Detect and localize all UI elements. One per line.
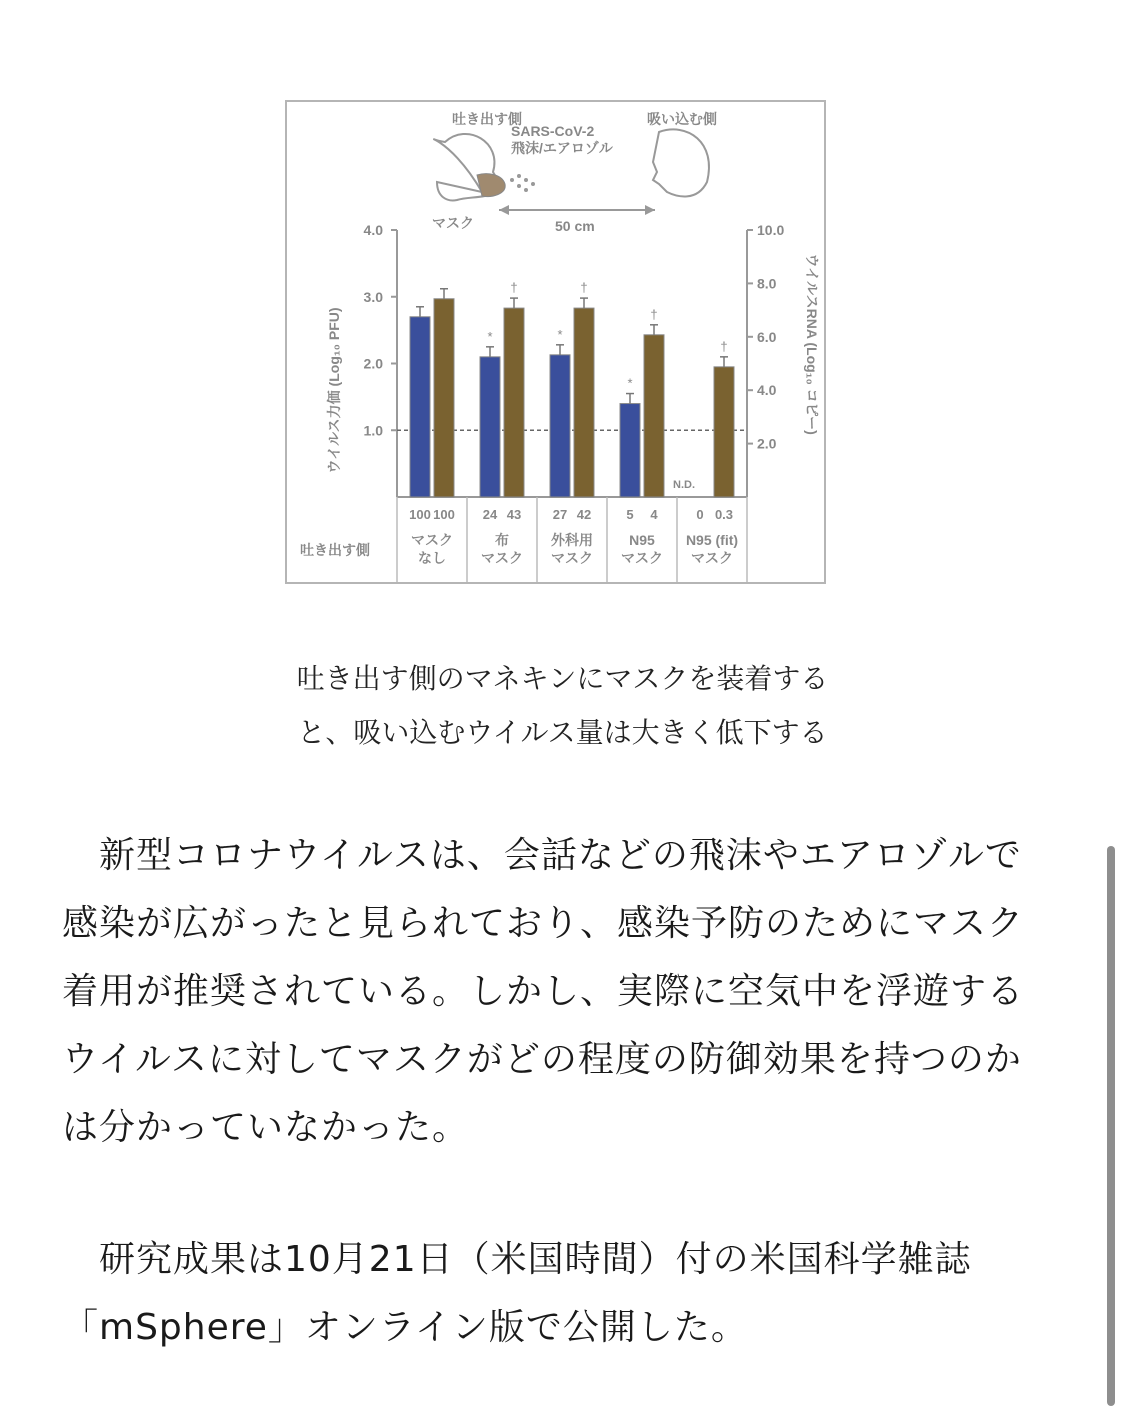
left-axis-title: ウイルス力価 (Log₁₀ PFU) (326, 307, 342, 474)
percent-label: 24 (482, 507, 498, 522)
right-tick-label: 4.0 (757, 382, 777, 399)
droplets-label: 飛沫/エアロゾル (511, 140, 613, 156)
significance-marker: † (650, 306, 658, 322)
category-label: N95 (629, 532, 655, 548)
aerosol-dots (510, 174, 535, 192)
figure-caption (0, 652, 1125, 760)
category-label: マスク (411, 532, 453, 548)
inhale-head-outline (653, 129, 709, 196)
significance-marker: † (580, 280, 588, 296)
bar-blue (410, 317, 430, 497)
bar-brown (434, 299, 454, 497)
percent-label: 100 (433, 507, 455, 522)
illustration (432, 111, 717, 234)
percent-label: 43 (506, 507, 522, 522)
right-tick-label: 2.0 (757, 435, 777, 452)
bar-blue (550, 355, 570, 497)
row-label: 吐き出す側 (300, 542, 370, 558)
bar-brown (574, 308, 594, 497)
scrollbar[interactable] (1107, 846, 1115, 1406)
left-tick-label: 1.0 (363, 422, 383, 439)
exhale-side-label: 吐き出す側 (452, 111, 522, 127)
bar-blue (480, 357, 500, 497)
left-tick-label: 4.0 (363, 222, 383, 238)
bar-brown (644, 335, 664, 497)
arrow-head-left (499, 205, 509, 215)
category-label: N95 (fit) (685, 532, 739, 548)
percent-label: 27 (552, 507, 568, 522)
bar-blue (620, 404, 640, 497)
percent-label: 0 (696, 507, 704, 522)
right-tick-label: 8.0 (757, 275, 777, 292)
category-label: 外科用 (551, 532, 593, 548)
bar-brown (504, 308, 524, 497)
percent-label: 4 (650, 507, 658, 522)
mask-shape (477, 174, 505, 197)
percent-label: 100 (409, 507, 431, 522)
virus-label: SARS-CoV-2 (511, 123, 595, 139)
bar-brown (714, 367, 734, 497)
inhale-side-label: 吸い込む側 (647, 111, 717, 127)
significance-marker: * (557, 326, 563, 342)
caption-line-2: と、吸い込むウイルス量は大きく低下する (297, 716, 828, 749)
article-paragraph-1: 新型コロナウイルスは、会話などの飛沫やエアロゾルで感染が広がったと見られており、感染予防のためにマスク着用が推奨されている。しかし、実際に空気中を浮遊するウイルスに対してマスクがどの程度の防御効果を持つのかは分かっていなかった。 (62, 835, 1025, 1148)
right-axis-title: ウイルスRNA (Log₁₀ コピー) (804, 253, 820, 435)
category-label: マスク (691, 550, 733, 566)
mask-study-figure (285, 100, 826, 584)
left-tick-label: 3.0 (363, 288, 383, 305)
category-label: マスク (481, 550, 523, 566)
category-label: マスク (551, 550, 593, 566)
caption-line-1: 吐き出す側のマネキンにマスクを装着する (296, 662, 829, 695)
figure-svg (287, 102, 828, 586)
mask-label: マスク (432, 215, 474, 231)
significance-marker: * (487, 328, 493, 344)
left-tick-label: 2.0 (363, 355, 383, 372)
arrow-head-right (645, 205, 655, 215)
nd-label: N.D. (673, 479, 695, 491)
chart (326, 222, 820, 582)
significance-marker: * (627, 375, 633, 391)
distance-label: 50 cm (555, 218, 595, 234)
right-tick-label: 10.0 (757, 222, 785, 238)
percent-label: 0.3 (714, 507, 734, 522)
article-paragraph-2: 研究成果は10月21日（米国時間）付の米国科学雑誌「mSphere」オンライン版で公開した。 (62, 1239, 972, 1348)
category-label: 布 (495, 532, 509, 548)
category-label: なし (418, 550, 446, 566)
right-tick-label: 6.0 (757, 328, 777, 345)
percent-label: 5 (626, 507, 634, 522)
percent-label: 42 (576, 507, 592, 522)
significance-marker: † (720, 338, 728, 354)
significance-marker: † (510, 280, 518, 296)
category-label: マスク (621, 550, 663, 566)
